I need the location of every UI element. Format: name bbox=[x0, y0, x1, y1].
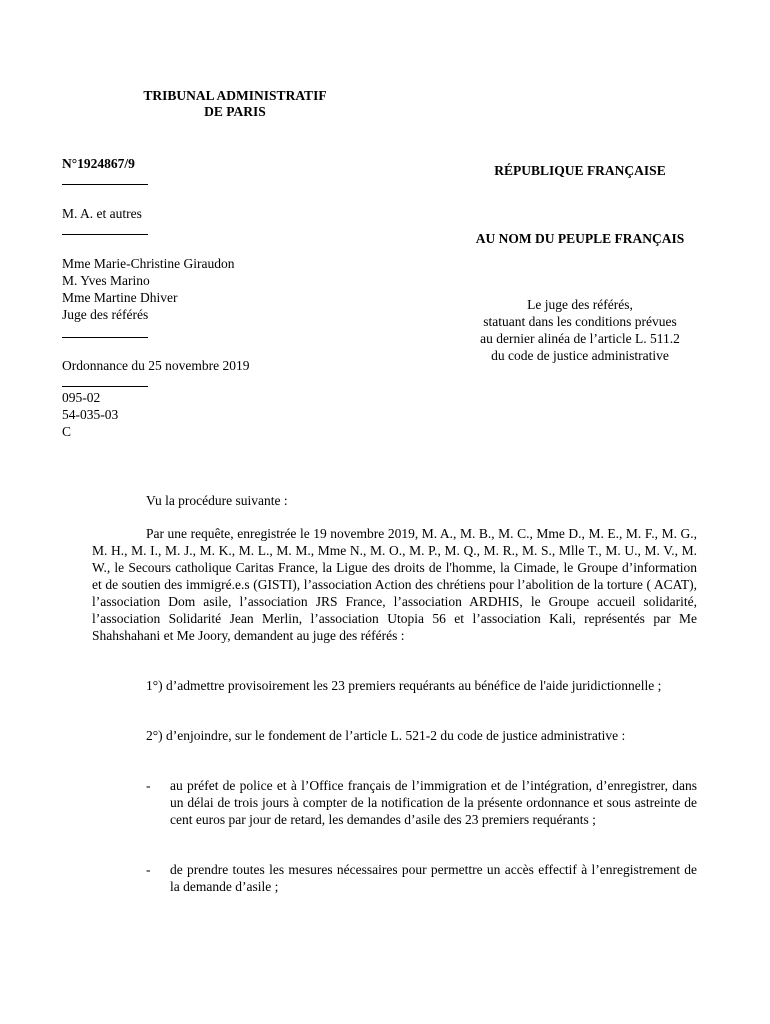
court-heading bbox=[110, 88, 360, 120]
judge-name: M. Yves Marino bbox=[62, 273, 150, 288]
republic-title: RÉPUBLIQUE FRANÇAISE bbox=[494, 163, 666, 178]
court-name-line1: TRIBUNAL ADMINISTRATIF bbox=[143, 88, 327, 103]
divider bbox=[62, 386, 148, 387]
juge-line: Le juge des référés, bbox=[527, 297, 633, 312]
paragraph-requete: Par une requête, enregistrée le 19 novembre 2019, M. A., M. B., M. C., Mme D., M. E., M. F., M. G., M. H., M. I., M. J., M. K., M. L., M. M., Mme N., M. O., M. P., M. Q., M. R., M. S., Mlle T., M. U., M. V., M. W., le Secours catholique Caritas France, la Ligue des droits de l'homme, la Cimade, le Groupe d’information et de soutien des immigré.e.s (GISTI), l’association Action des chrétiens pour l’abolition de la torture ( ACAT), l’association Dom asile, l’association JRS France, l’association ARDHIS, le Groupe accueil solidarité, l’association Solidarité Jean Merlin, l’association Utopia 56 et l’association Kali, représentés par Me Shahshahani et Me Joory, demandent au juge des référés : bbox=[92, 526, 697, 643]
bullet-marker: - bbox=[146, 862, 151, 877]
juge-statement bbox=[440, 296, 720, 364]
vu-heading: Vu la procédure suivante : bbox=[146, 493, 288, 508]
juge-line: du code de justice administrative bbox=[491, 348, 669, 363]
paragraph-item-1: 1°) d’admettre provisoirement les 23 premiers requérants au bénéfice de l'aide juridictionnelle ; bbox=[146, 678, 662, 693]
classification-codes bbox=[62, 389, 118, 440]
judge-title: Juge des référés bbox=[62, 307, 149, 322]
bullet-item-1: au préfet de police et à l’Office français de l’immigration et de l’intégration, d’enregistrer, dans un délai de trois jours à compter de la notification de la présente ordonnance et sous astreinte de cent euros par jour de retard, les demandes d’asile des 23 premiers requérants ; bbox=[170, 778, 697, 827]
juge-line: au dernier alinéa de l’article L. 511.2 bbox=[480, 331, 680, 346]
judge-name: Mme Martine Dhiver bbox=[62, 290, 178, 305]
parties: M. A. et autres bbox=[62, 206, 142, 221]
bullet-marker: - bbox=[146, 778, 151, 793]
code: 095-02 bbox=[62, 390, 101, 405]
code: C bbox=[62, 424, 72, 439]
divider bbox=[62, 234, 148, 235]
ordonnance-date: Ordonnance du 25 novembre 2019 bbox=[62, 358, 250, 373]
case-number: N°1924867/9 bbox=[62, 156, 135, 171]
divider bbox=[62, 184, 148, 185]
judge-name: Mme Marie-Christine Giraudon bbox=[62, 256, 235, 271]
au-nom-title: AU NOM DU PEUPLE FRANÇAIS bbox=[475, 231, 685, 246]
paragraph-item-2: 2°) d’enjoindre, sur le fondement de l’article L. 521-2 du code de justice administrative : bbox=[146, 728, 626, 743]
divider bbox=[62, 337, 148, 338]
court-name-line2: DE PARIS bbox=[204, 104, 266, 119]
bullet-item-2: de prendre toutes les mesures nécessaires pour permettre un accès effectif à l’enregistrement de la demande d’asile ; bbox=[170, 862, 697, 894]
code: 54-035-03 bbox=[62, 407, 119, 422]
judges-list bbox=[62, 255, 234, 323]
juge-line: statuant dans les conditions prévues bbox=[483, 314, 677, 329]
